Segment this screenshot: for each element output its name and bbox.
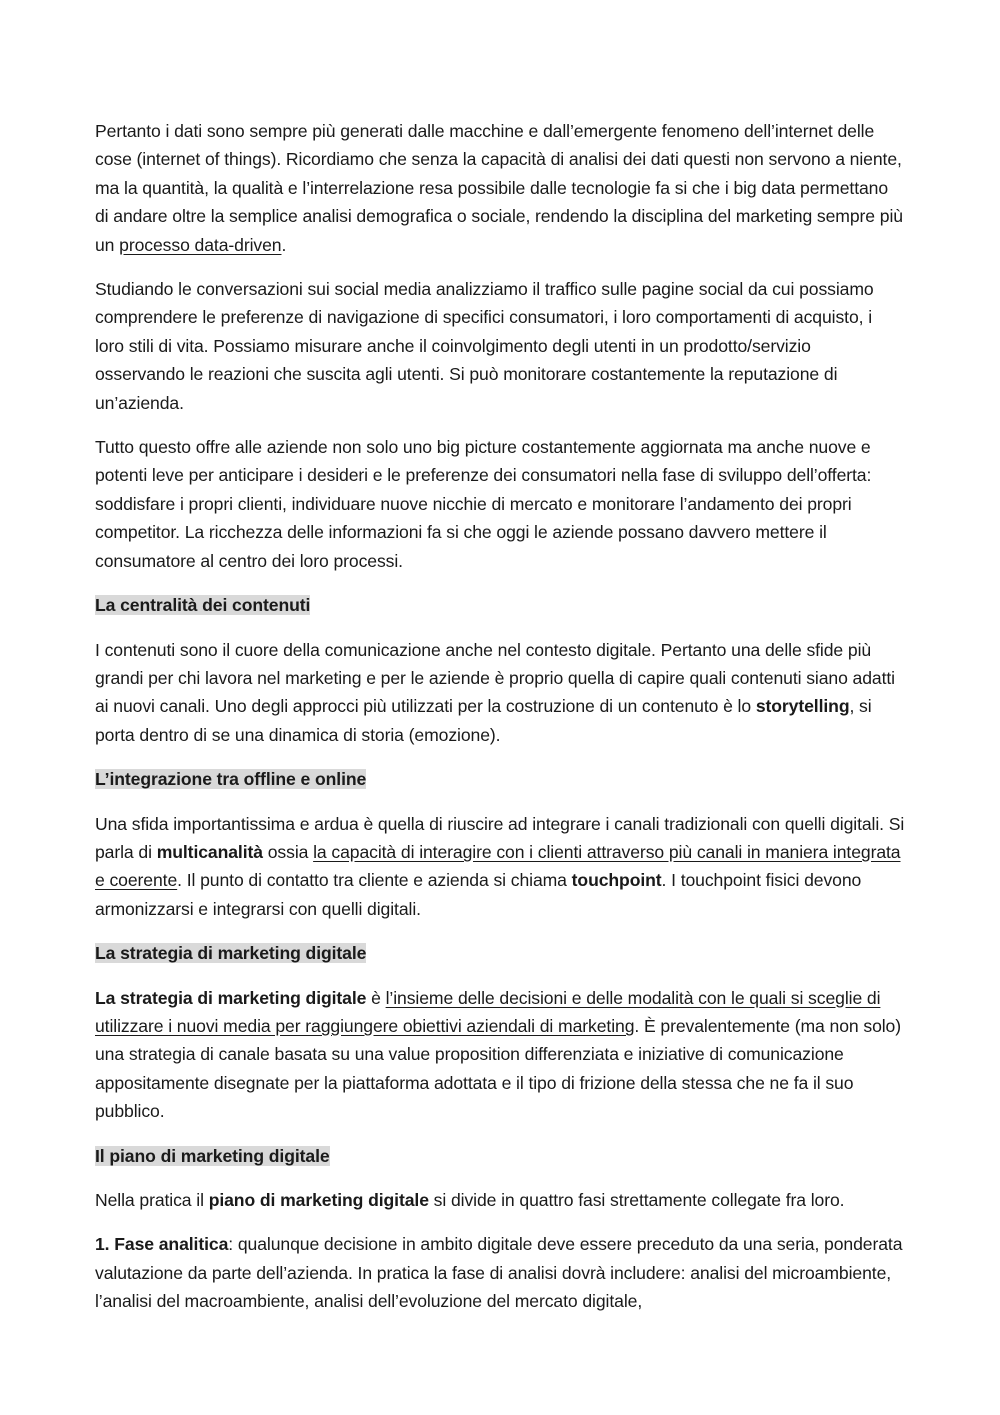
underlined-definition: la capacità di interagire con i clienti attraverso più canali in maniera integrata e coerente	[95, 841, 901, 891]
paragraph-text: . I touchpoint fisici devono armonizzarsi e integrarsi con quelli digitali.	[95, 870, 862, 919]
heading-text: La strategia di marketing digitale	[95, 943, 367, 964]
paragraph-text: . È prevalentemente (ma non solo) una strategia di canale basata su una value proposition differenziata e iniziative di comunicazione appositamente disegnate per la piattaforma adottata e il tipo di frizione della stessa che ne fa il suo pubblico.	[95, 1015, 902, 1122]
paragraph-text: , si porta dentro di se una dinamica di storia (emozione).	[95, 696, 872, 745]
bold-term-multicanalita: multicanalità	[156, 841, 263, 862]
underlined-phrase-data-driven: processo data-driven	[119, 234, 282, 255]
bold-term-touchpoint: touchpoint	[571, 870, 662, 891]
heading-text: L’integrazione tra offline e online	[95, 769, 367, 790]
paragraph-text: Pertanto i dati sono sempre più generati dalle macchine e dall’emergente fenomeno dell’internet delle cose (internet of things). Ricordiamo che senza la capacità di analisi dei dati questi non servono a niente, ma la quantità, la qualità e l’interrelazione resa possibile dalle tecnologie fa si che i big data permettano di andare oltre la semplice analisi demografica o sociale, rendendo la disciplina del marketing sempre più un	[95, 121, 903, 255]
paragraph-piano	[95, 1186, 905, 1214]
heading-text: Il piano di marketing digitale	[95, 1145, 330, 1166]
paragraph-data-sources	[95, 117, 905, 259]
heading-text: La centralità dei contenuti	[95, 595, 311, 616]
paragraph-text: : qualunque decisione in ambito digitale deve essere preceduto da una seria, ponderata valutazione da parte dell’azienda. In pratica la fase di analisi dovrà includere: analisi del microambiente, l’analisi del macroambiente, analisi dell’evoluzione del mercato digitale,	[95, 1234, 903, 1312]
underlined-definition: l’insieme delle decisioni e delle modalità con le quali si sceglie di utilizzare i nuovi media per raggiungere obiettivi aziendali di marketing	[95, 987, 881, 1036]
bold-term-storytelling: storytelling	[755, 696, 850, 717]
paragraph-big-picture: Tutto questo offre alle aziende non solo uno big picture costantemente aggiornata ma anche nuove e potenti leve per anticipare i desideri e le preferenze dei consumatori nella fase di sviluppo dell’offerta: soddisfare i propri clienti, individuare nuove nicchie di mercato e monitorare l’andamento dei propri competitor. La ricchezza delle informazioni fa si che oggi le aziende possano davvero mettere il consumatore al centro dei loro processi.	[95, 437, 872, 571]
paragraph-text: Nella pratica il	[95, 1190, 209, 1210]
section-heading-strategia	[95, 939, 905, 967]
paragraph-text: si divide in quattro fasi strettamente collegate fra loro.	[428, 1190, 845, 1210]
paragraph-multicanalita	[95, 810, 905, 924]
paragraph-social-media: Studiando le conversazioni sui social media analizziamo il traffico sulle pagine social da cui possiamo comprendere le preferenze di navigazione di specifici consumatori, i loro comportamenti di acquisto, i loro stili di vita. Possiamo misurare anche il coinvolgimento degli utenti in un prodotto/servizio osservando le reazioni che suscita agli utenti. Si può monitorare costantemente la reputazione di un’azienda.	[95, 279, 874, 413]
bold-term-fase-analitica: 1. Fase analitica	[95, 1234, 229, 1255]
section-heading-integrazione	[95, 765, 905, 793]
paragraph-text: .	[281, 234, 287, 255]
bold-term-piano: piano di marketing digitale	[208, 1190, 429, 1210]
bold-term-strategia: La strategia di marketing digitale	[95, 987, 367, 1008]
paragraph-text: . Il punto di contatto tra cliente e azienda si chiama	[177, 870, 572, 891]
paragraph-contenuti	[95, 636, 905, 750]
paragraph-strategia	[95, 984, 905, 1126]
paragraph-fase-analitica	[95, 1230, 905, 1315]
paragraph-text: Una sfida importantissima e ardua è quella di riuscire ad integrare i canali tradizionali con quelli digitali. Si parla di	[95, 813, 905, 862]
paragraph-text: ossia	[262, 841, 314, 862]
section-heading-piano	[95, 1142, 905, 1170]
paragraph-text: I contenuti sono il cuore della comunicazione anche nel contesto digitale. Pertanto una delle sfide più grandi per chi lavora nel marketing e per le aziende è proprio quella di capire quali contenuti siano adatti ai nuovi canali. Uno degli approcci più utilizzati per la costruzione di un contenuto è lo	[95, 639, 895, 717]
paragraph-text: è	[366, 987, 386, 1008]
section-heading-contenuti	[95, 591, 905, 619]
